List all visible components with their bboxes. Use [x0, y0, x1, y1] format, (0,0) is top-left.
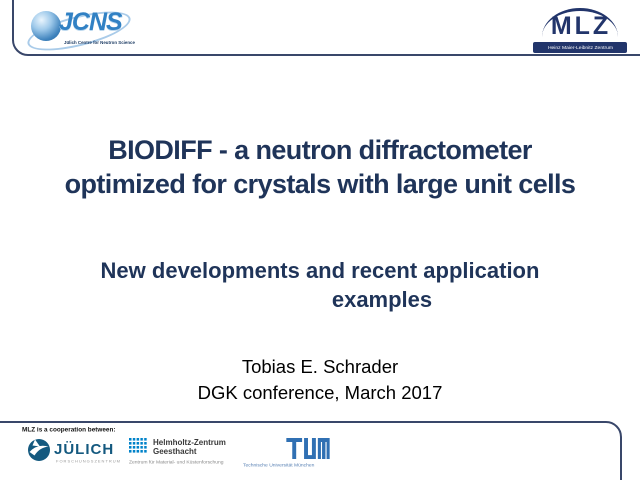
slide-subtitle [0, 256, 640, 314]
slide-byline [0, 354, 640, 406]
juelich-disc-icon [27, 449, 51, 466]
conference-line: DGK conference, March 2017 [197, 382, 443, 403]
mlz-caption-bar [533, 42, 627, 53]
juelich-name: JÜLICH [54, 441, 115, 458]
juelich-subtitle: FORSCHUNGSZENTRUM [56, 459, 121, 464]
hzg-name-line2: Geesthacht [153, 447, 197, 456]
hzg-subtitle: Zentrum für Material- und Küstenforschung [129, 459, 224, 465]
slide-subtitle-line1: New developments and recent application [100, 258, 540, 283]
cooperation-note: MLZ is a cooperation between: [22, 426, 116, 434]
tum-letters-icon [286, 438, 330, 464]
slide-title-line2: optimized for crystals with large unit cells [64, 169, 576, 199]
mlz-acronym: MLZ [550, 12, 612, 40]
author-name: Tobias E. Schrader [241, 356, 399, 377]
hzg-name-line1: Helmholtz-Zentrum [153, 438, 226, 447]
slide-title [0, 133, 640, 201]
hzg-dot-grid-icon [129, 441, 148, 458]
hzg-name [153, 438, 226, 456]
mlz-caption: Heinz Maier-Leibnitz Zentrum [547, 44, 613, 51]
jcns-caption: Jülich Centre for Neutron Science [64, 40, 135, 45]
slide-title-line1: BIODIFF - a neutron diffractometer [108, 135, 532, 165]
hzg-logo [129, 438, 239, 472]
jcns-logo [26, 7, 156, 49]
jcns-sphere-icon [31, 11, 61, 41]
jcns-acronym: JCNS [59, 8, 122, 36]
tum-caption: Technische Universität München [243, 462, 315, 468]
slide-subtitle-line2: examples [331, 287, 433, 312]
juelich-logo [27, 438, 127, 470]
tum-logo [243, 437, 338, 471]
mlz-logo [530, 5, 632, 53]
